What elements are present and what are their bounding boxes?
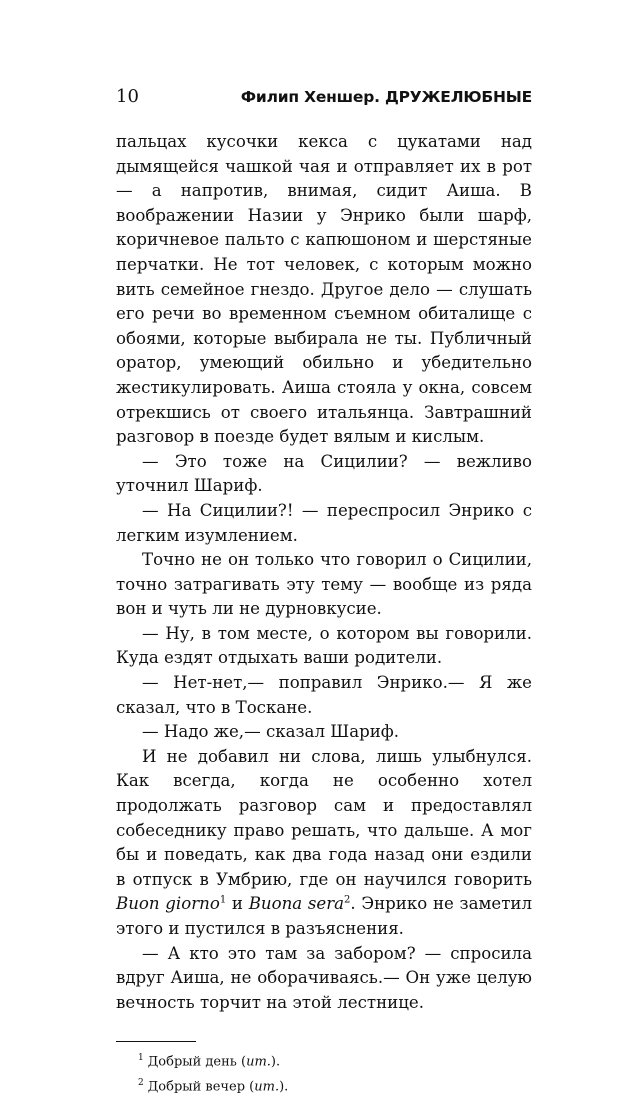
footnote-ref: 2 [344, 894, 351, 906]
footnote-marker: 1 [138, 1053, 144, 1064]
italic-phrase: Buon giorno [116, 894, 220, 914]
paragraph-text: . Энрико не заметил этого и пустился в разъяснения. [116, 894, 532, 938]
footnote [116, 1048, 532, 1072]
paragraph [116, 745, 532, 942]
paragraph: — На Сицилии?! — переспросил Энрико с легким изумлением. [116, 500, 532, 545]
body-text [116, 130, 532, 1015]
page-number: 10 [116, 86, 139, 107]
page-header [116, 86, 532, 126]
footnote-abbr: ит. [254, 1079, 280, 1095]
footnote-text: Добрый день ( [147, 1054, 247, 1070]
paragraph-text: И не добавил ни слова, лишь улыбнулся. Как всегда, когда не особенно хотел продолжать разговор сам и предоставлял собеседнику право решать, что дальше. А мог бы и поведать, как два года назад они ездили в отпуск в Умбрию, где он научился говорить [116, 746, 532, 889]
paragraph: — А кто это там за забором? — спросила вдруг Аиша, не оборачиваясь.— Он уже целую вечность торчит на этой лестнице. [116, 943, 532, 1012]
footnotes [116, 1048, 532, 1097]
footnote-close: ). [279, 1079, 289, 1095]
footnote-ref: 1 [219, 894, 227, 906]
running-title: Филип Хеншер. ДРУЖЕЛЮБНЫЕ [240, 88, 532, 106]
paragraph: — Надо же,— сказал Шариф. [142, 722, 400, 742]
paragraph-text: и [226, 894, 249, 914]
book-page [116, 86, 532, 1097]
paragraph: Точно не он только что говорил о Сицилии, точно затрагивать эту тему — вообще из ряда вон и чуть ли не дурновкусие. [116, 550, 532, 619]
footnote-close: ). [270, 1054, 281, 1070]
footnote [116, 1073, 532, 1097]
footnote-abbr: ит. [246, 1054, 271, 1070]
italic-phrase: Buona sera [248, 894, 345, 914]
paragraph: — Нет-нет,— поправил Энрико.— Я же сказал, что в Тоскане. [116, 673, 532, 717]
paragraph: — Это тоже на Сицилии? — вежливо уточнил Шариф. [116, 451, 532, 496]
footnote-marker: 2 [138, 1077, 144, 1088]
paragraph: пальцах кусочки кекса с цукатами над дымящейся чашкой чая и отправляет их в рот — а напротив, внимая, сидит Аиша. В воображении Назии у Энрико были шарф, коричневое пальто с капюшоном и шерстяные перчатки. Не тот человек, с которым можно вить семейное гнездо. Другое дело — слушать его речи во временном съемном обиталище с обоями, которые выбирала не ты. Публичный оратор, умеющий обильно и убедительно жестикулировать. Аиша стояла у окна, совсем отрекшись от своего итальянца. Завтрашний разговор в поезде будет вялым и кислым. [116, 132, 532, 447]
footnote-divider [116, 1041, 196, 1042]
footnote-text: Добрый вечер ( [147, 1079, 255, 1095]
paragraph: — Ну, в том месте, о котором вы говорили. Куда ездят отдыхать ваши родители. [116, 623, 532, 668]
